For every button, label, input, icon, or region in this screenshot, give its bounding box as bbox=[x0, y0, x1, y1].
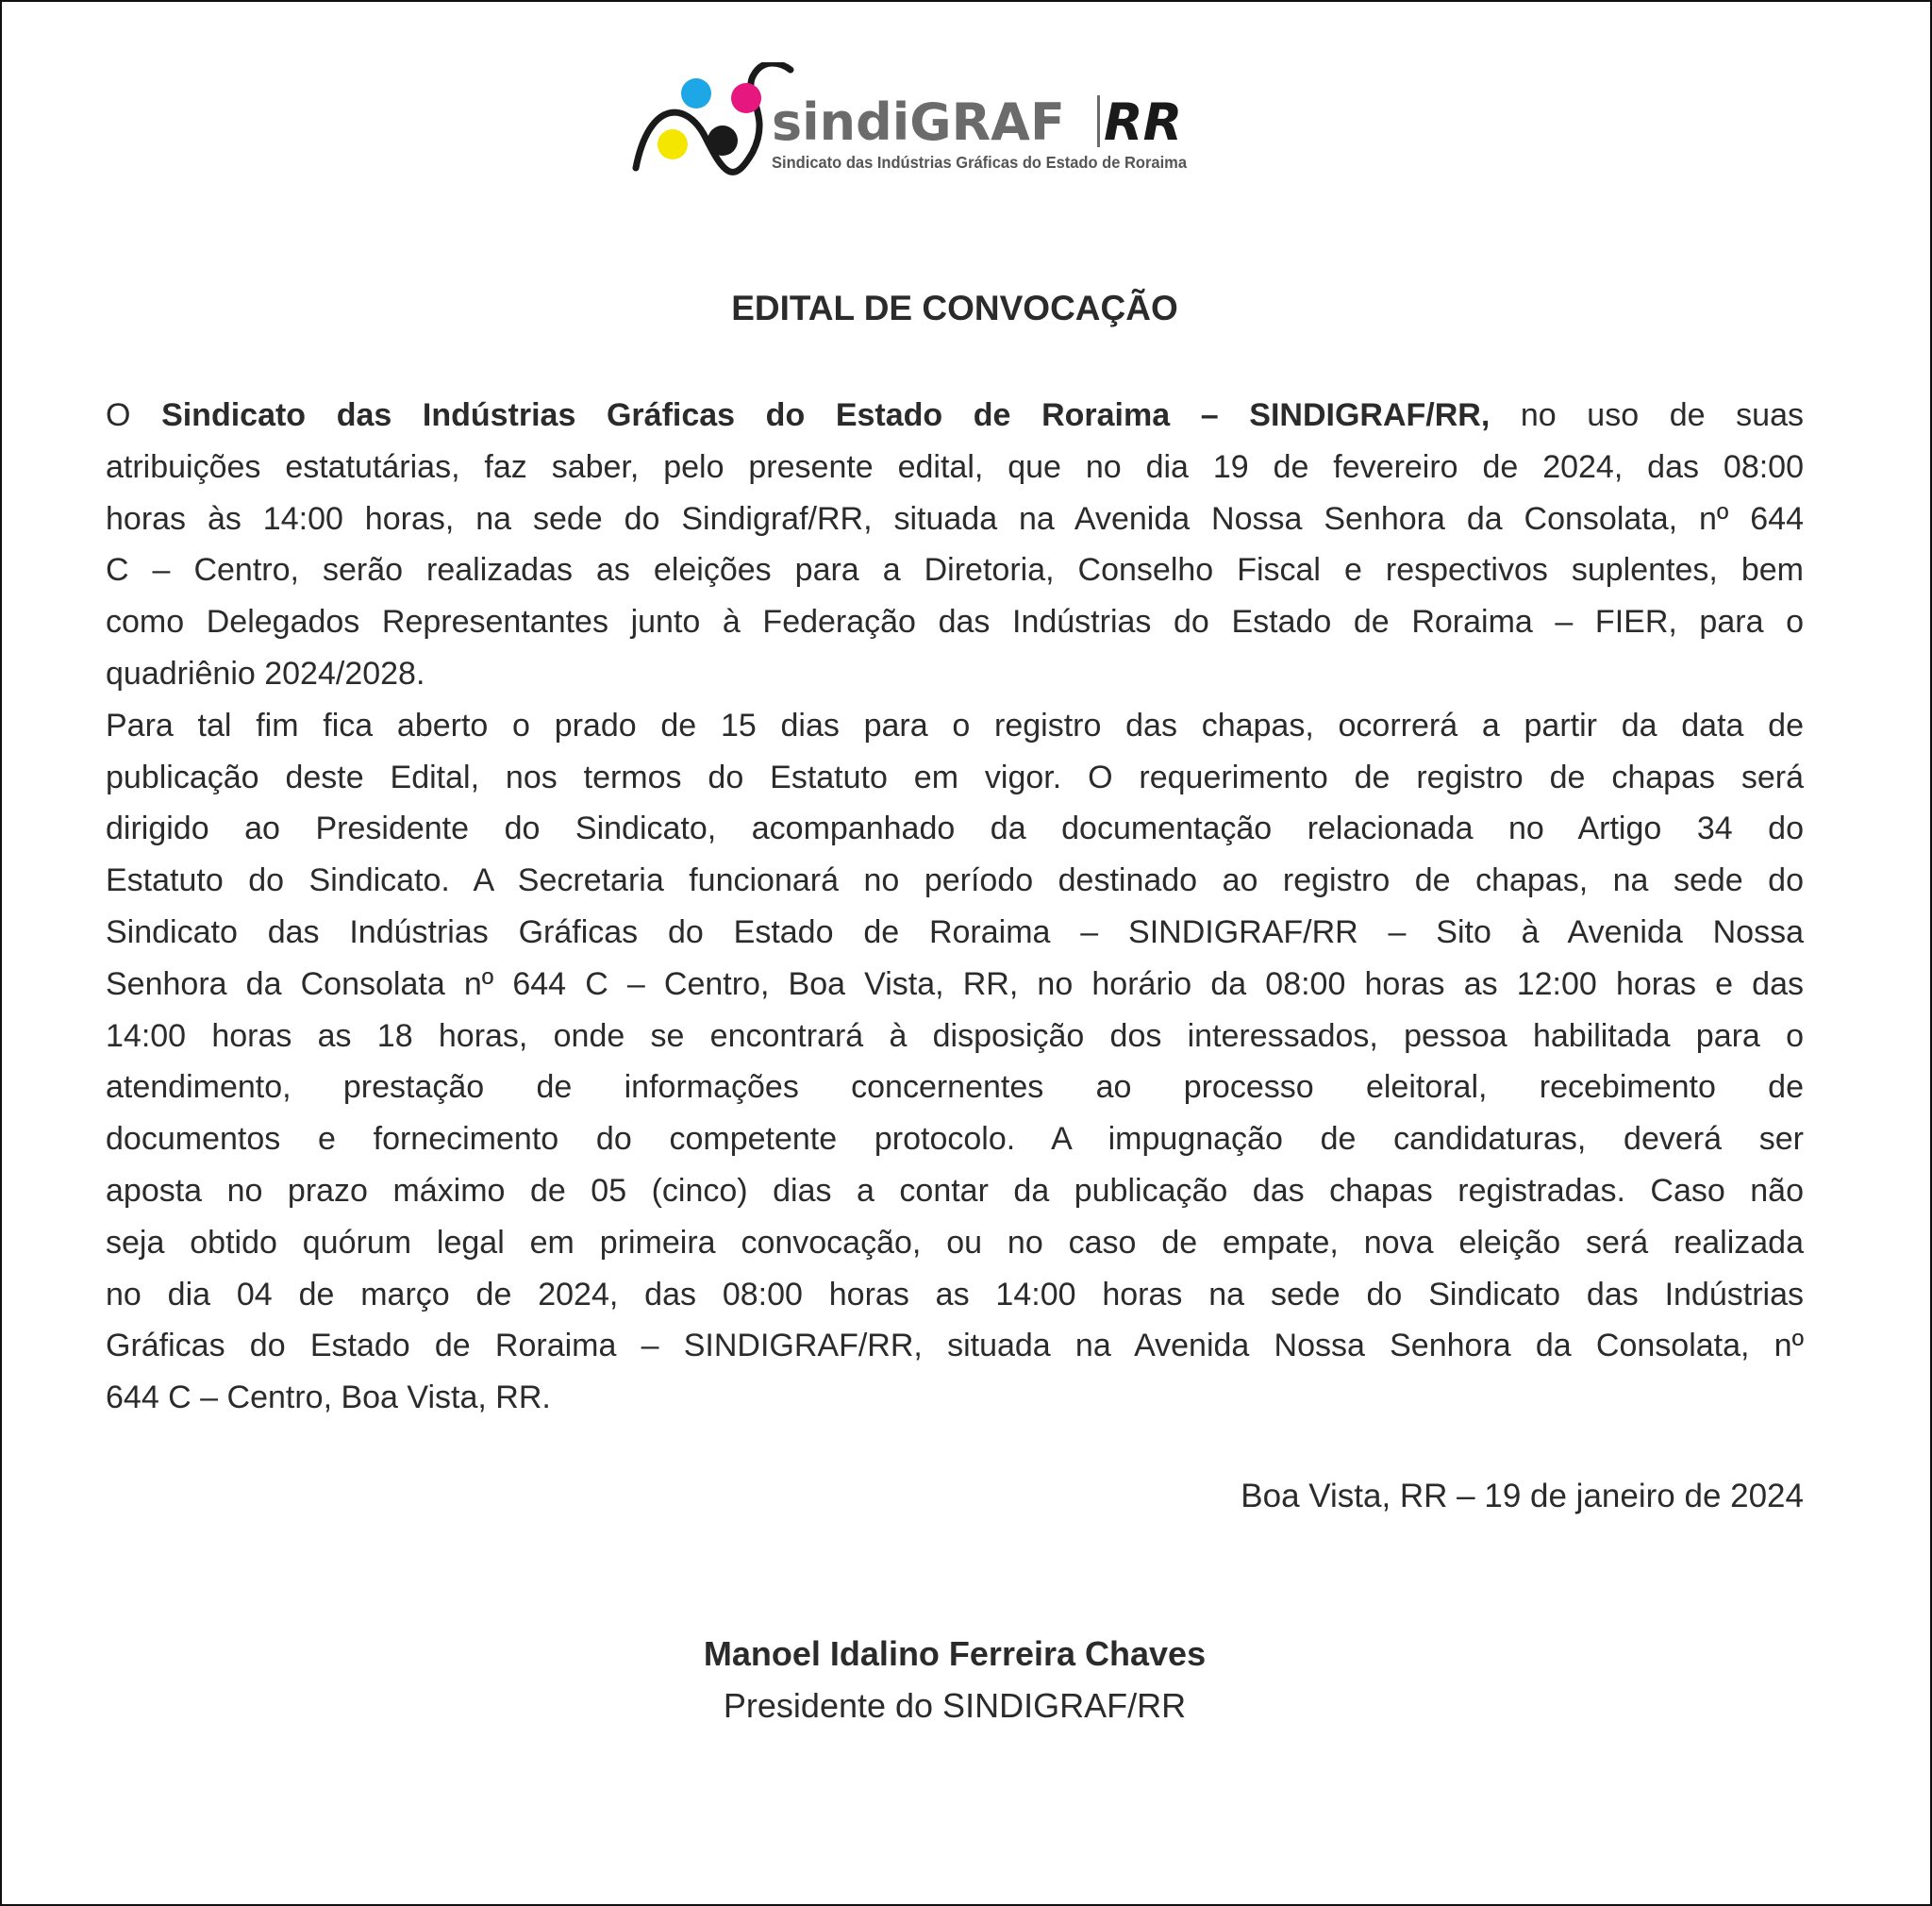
paragraph-2 bbox=[106, 703, 1804, 1427]
text-line: Para tal fim fica aberto o prado de 15 dias para o registro das chapas, ocorrerá a partir da data de bbox=[106, 707, 1804, 744]
text-line: Sindicato das Indústrias Gráficas do Estado de Roraima – SINDIGRAF/RR – Sito à Avenida Nossa bbox=[106, 913, 1804, 950]
text-line: seja obtido quórum legal em primeira convocação, ou no caso de empate, nova eleição será realizada bbox=[106, 1224, 1804, 1261]
intro-line bbox=[106, 393, 1804, 444]
text-line: atribuições estatutárias, faz saber, pelo presente edital, que no dia 19 de fevereiro de 2024, das 08:00 bbox=[106, 448, 1804, 485]
text-line: documentos e fornecimento do competente protocolo. A impugnação de candidaturas, deverá ser bbox=[106, 1121, 1804, 1158]
logo-suffix: RR bbox=[1104, 92, 1183, 152]
intro-start: O bbox=[106, 397, 162, 433]
text-line: como Delegados Representantes junto à Federação das Indústrias do Estado de Roraima – FIER, para o bbox=[106, 604, 1804, 641]
organization-name: Sindicato das Indústrias Gráficas do Estado de Roraima – SINDIGRAF/RR, bbox=[161, 397, 1491, 433]
intro-end: no uso de suas bbox=[1490, 397, 1804, 433]
text-line: atendimento, prestação de informações concernentes ao processo eleitoral, recebimento de bbox=[106, 1069, 1804, 1106]
text-line: aposta no prazo máximo de 05 (cinco) dias a contar da publicação das chapas registradas. Caso não bbox=[106, 1172, 1804, 1209]
text-line: 644 C – Centro, Boa Vista, RR. bbox=[106, 1379, 551, 1416]
signatory-role: Presidente do SINDIGRAF/RR bbox=[723, 1686, 1187, 1725]
date-line: Boa Vista, RR – 19 de janeiro de 2024 bbox=[1241, 1478, 1804, 1514]
text-line: Senhora da Consolata nº 644 C – Centro, Boa Vista, RR, no horário da 08:00 horas as 12:00 horas e das bbox=[106, 965, 1804, 1002]
text-line: Estatuto do Sindicato. A Secretaria funcionará no período destinado ao registro de chapas, na sede do bbox=[106, 862, 1804, 899]
text-line: quadriênio 2024/2028. bbox=[106, 655, 425, 692]
signatory-name: Manoel Idalino Ferreira Chaves bbox=[703, 1634, 1207, 1673]
text-line: dirigido ao Presidente do Sindicato, acompanhado da documentação relacionada no Artigo 34 do bbox=[106, 811, 1804, 847]
text-line: 14:00 horas as 18 horas, onde se encontrará à disposição dos interessados, pessoa habilitada para o bbox=[106, 1017, 1804, 1054]
text-line: horas às 14:00 horas, na sede do Sindigraf/RR, situada na Avenida Nossa Senhora da Consolata, nº 644 bbox=[106, 500, 1804, 537]
text-line: C – Centro, serão realizadas as eleições para a Diretoria, Conselho Fiscal e respectivos suplentes, bem bbox=[106, 552, 1804, 589]
document-body bbox=[106, 393, 1804, 1427]
text-line: Gráficas do Estado de Roraima – SINDIGRAF/RR, situada na Avenida Nossa Senhora da Consolata, nº bbox=[106, 1328, 1804, 1364]
logo-name: sindiGRAF bbox=[772, 92, 1065, 152]
sindigraf-logo bbox=[630, 62, 1196, 185]
text-line: publicação deste Edital, nos termos do Estatuto em vigor. O requerimento de registro de chapas será bbox=[106, 759, 1804, 795]
document-title: EDITAL DE CONVOCAÇÃO bbox=[731, 289, 1178, 327]
text-line: no dia 04 de março de 2024, das 08:00 horas as 14:00 horas na sede do Sindicato das Indústrias bbox=[106, 1276, 1804, 1312]
logo-subtitle: Sindicato das Indústrias Gráficas do Estado de Roraima bbox=[772, 153, 1188, 172]
paragraph-1 bbox=[106, 444, 1804, 703]
